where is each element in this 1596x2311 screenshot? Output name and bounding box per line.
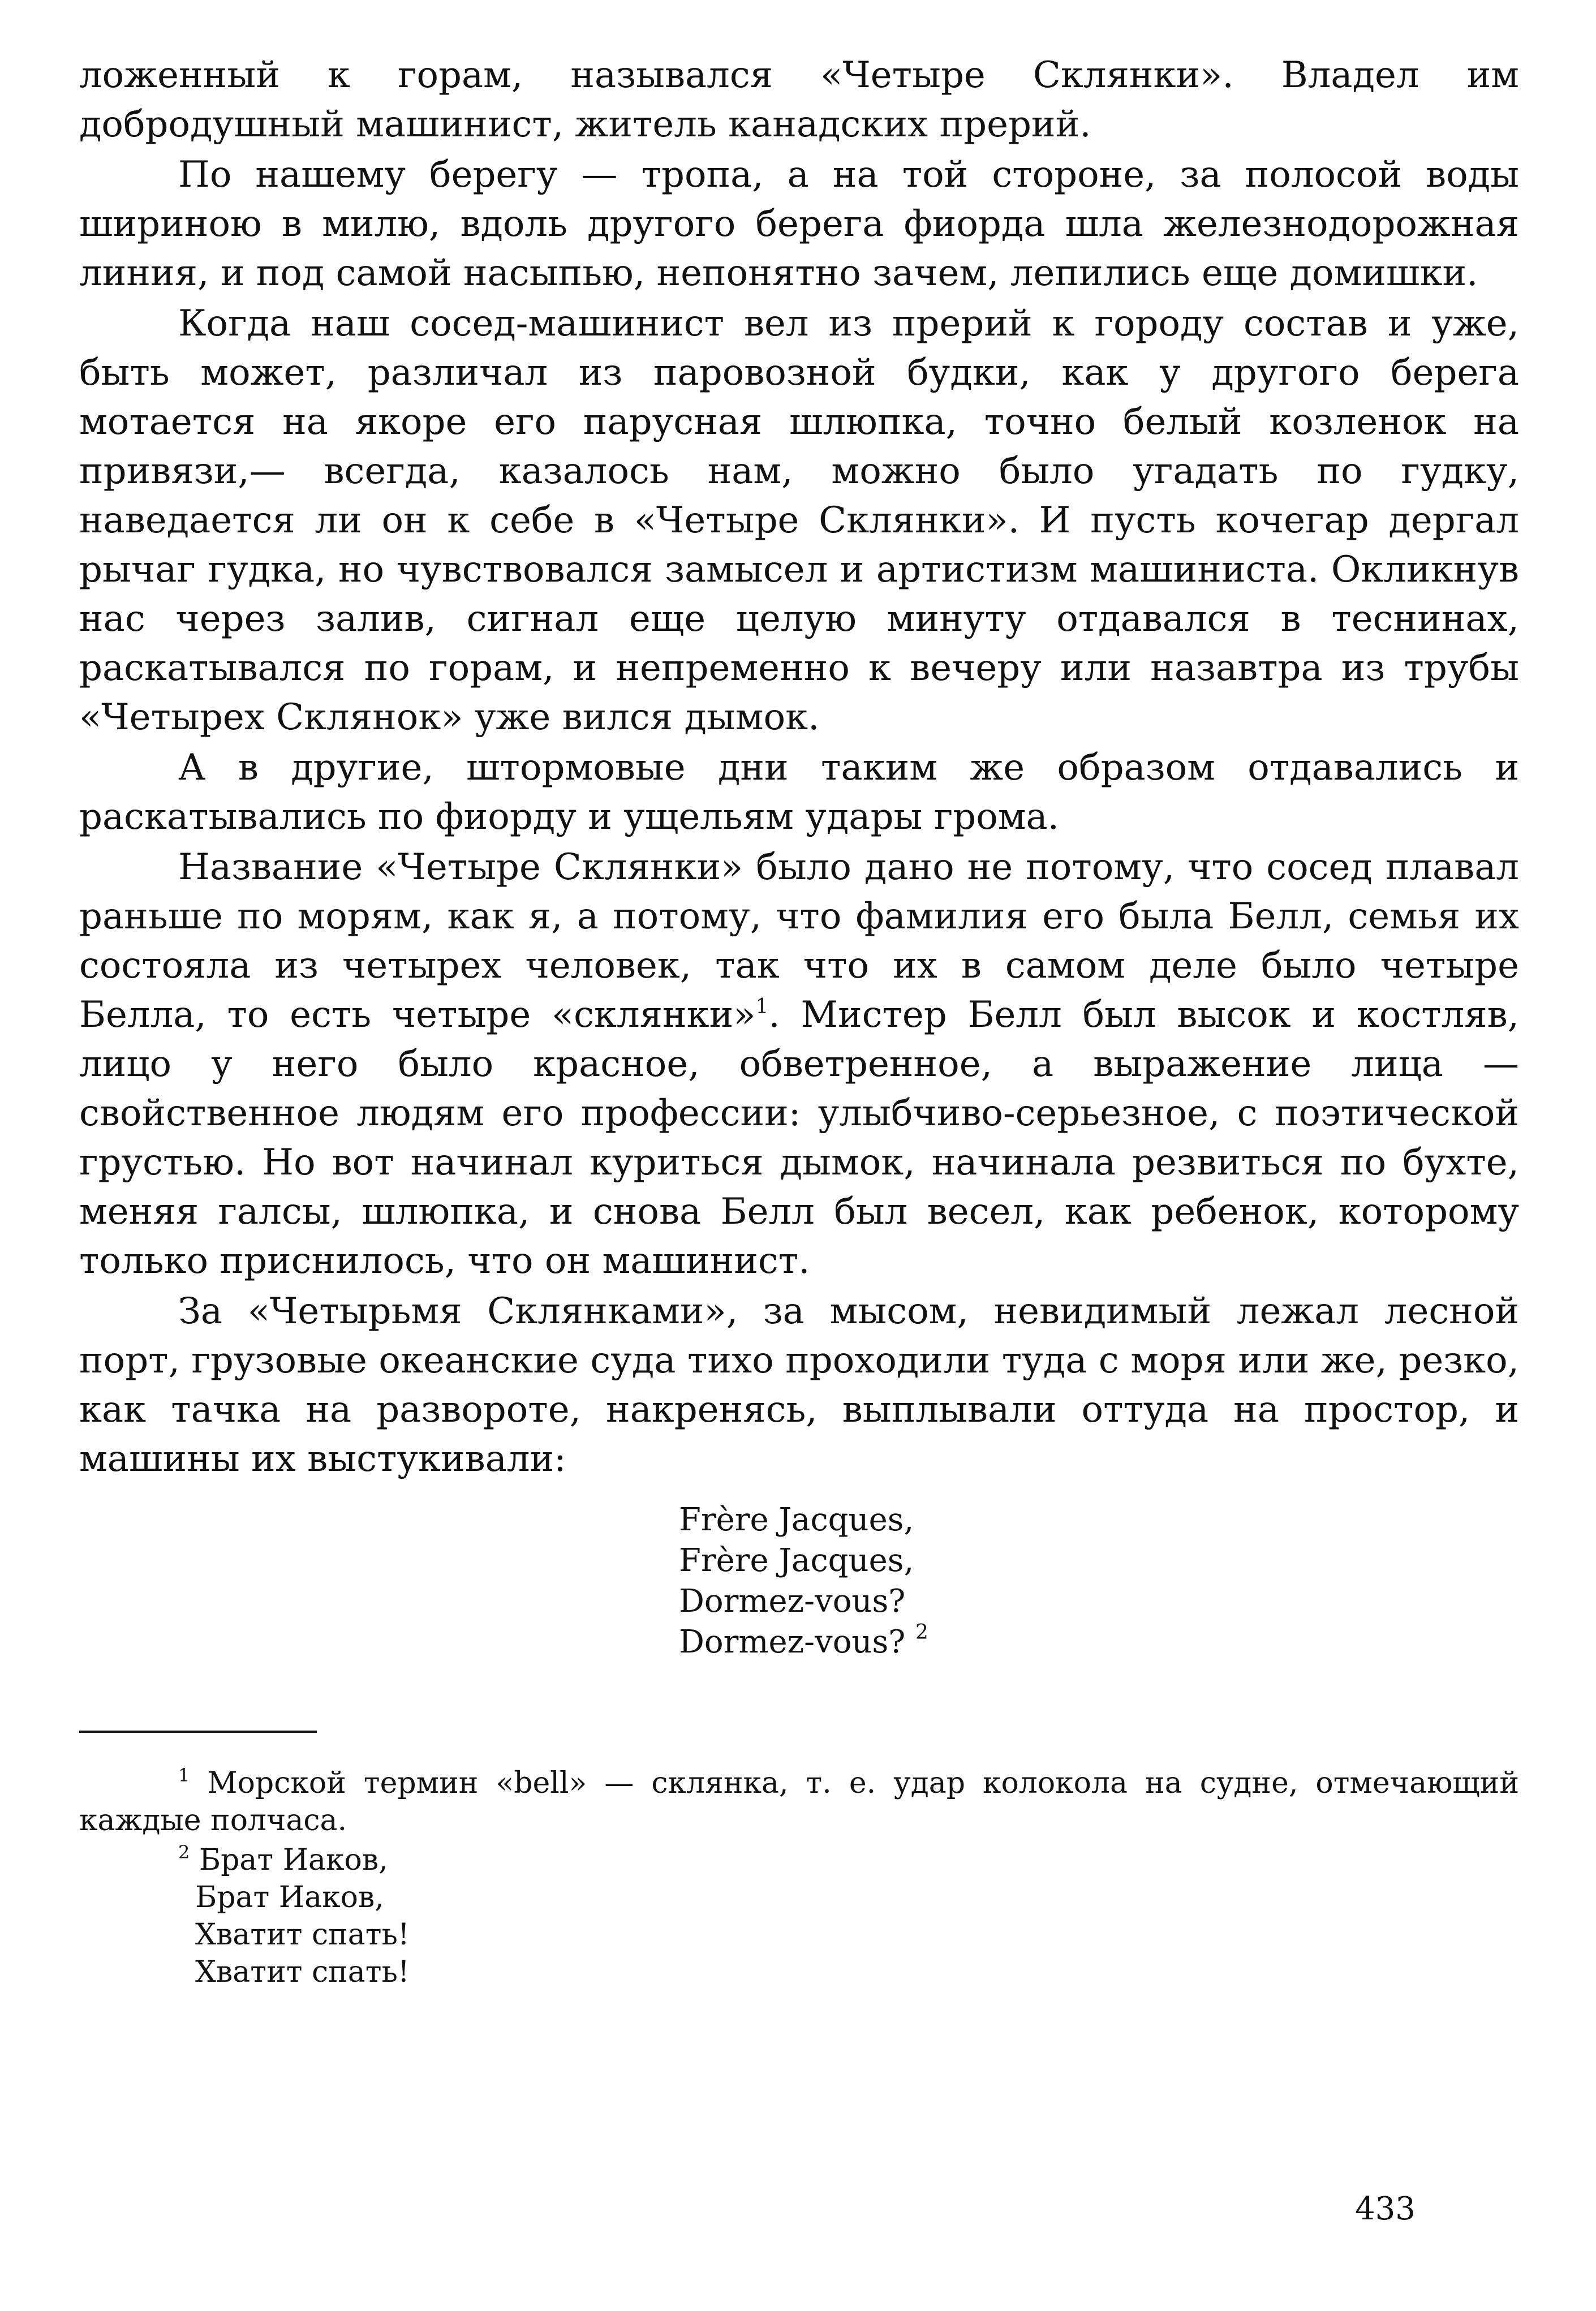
- paragraph-3: Когда наш сосед-машинист вел из прерий к городу состав и уже, быть может, различал из паровозной будки, как у другого берега мотается на якоре его парусная шлюпка, точно белый козленок на привязи,— всегда, казалось нам, можно было угадать по гудку, наведается ли он к себе в «Четыре Склянки». И пусть кочегар дергал рычаг гудка, но чувствовался замысел и артистизм машиниста. Окликнув нас через залив, сигнал еще целую минуту отдавался в теснинах, раскатывался по горам, и непременно к вечеру или назавтра из трубы «Четырех Склянок» уже вился дымок.: [79, 303, 1519, 738]
- footnote-2-line: Брат Иаков,: [199, 1843, 388, 1877]
- footnote-2-mark: 2: [178, 1841, 190, 1863]
- paragraph-1: ложенный к горам, назывался «Четыре Склянки». Владел им добродушный машинист, житель канадских прерий.: [79, 54, 1519, 145]
- paragraph-6: За «Четырьмя Склянками», за мысом, невидимый лежал лесной порт, грузовые океанские суда тихо проходили туда с моря или же, резко, как тачка на развороте, накренясь, выплывали оттуда на простор, и машины их выстукивали:: [79, 1290, 1519, 1480]
- main-text: [79, 51, 1519, 1484]
- footnote-reference-2: 2: [915, 1621, 928, 1644]
- book-page: [79, 51, 1519, 2269]
- song-verse: [679, 1500, 1519, 1663]
- footnote-2-line: Брат Иаков,: [195, 1880, 384, 1914]
- paragraph-4: А в другие, штормовые дни таким же образом отдавались и раскатывались по фиорду и ущельям удары грома.: [79, 747, 1519, 838]
- footnote-1-text: Морской термин «bell» — склянка, т. е. удар колокола на судне, отмечающий каждые полчаса.: [79, 1766, 1519, 1837]
- page-number: 433: [1355, 2190, 1416, 2227]
- footnote-reference-1: 1: [755, 995, 769, 1018]
- footnote-2: [79, 1841, 1519, 1879]
- verse-line: Dormez-vous?: [679, 1583, 906, 1620]
- paragraph-5-part-2: . Мистер Белл был высок и костляв, лицо у него было красное, обветренное, а выражение лица — свойственное людям его профессии: улыбчиво-серьезное, с поэтической грустью. Но вот начинал куриться дымок, начинала резвиться по бухте, меняя галсы, шлюпка, и снова Белл был весел, как ребенок, которому только приснилось, что он машинист.: [79, 994, 1520, 1282]
- verse-line-text: Dormez-vous?: [679, 1624, 906, 1660]
- footnote-divider: [79, 1731, 317, 1733]
- footnotes: [79, 1765, 1519, 1991]
- footnote-1-mark: 1: [178, 1765, 190, 1786]
- verse-line: [679, 1622, 1519, 1663]
- footnote-2-verse: [195, 1879, 1519, 1991]
- paragraph-2: По нашему берегу — тропа, а на той стороне, за полосой воды шириною в милю, вдоль другого берега фиорда шла железнодорожная линия, и под самой насыпью, непонятно зачем, лепились еще домишки.: [79, 154, 1519, 294]
- verse-line: Frère Jacques,: [679, 1501, 914, 1538]
- verse-line: Frère Jacques,: [679, 1542, 914, 1579]
- footnote-2-line: Хватит спать!: [195, 1955, 410, 1989]
- paragraph-5: [79, 843, 1519, 1286]
- footnote-2-line: Хватит спать!: [195, 1918, 410, 1952]
- footnote-1: [79, 1765, 1519, 1839]
- paragraph-5-part-1: Название «Четыре Склянки» было дано не потому, что сосед плавал раньше по морям, как я, а потому, что фамилия его была Белл, семья их состояла из четырех человек, так что их в самом деле было четыре Белла, то есть четыре «склянки»: [79, 846, 1519, 1036]
